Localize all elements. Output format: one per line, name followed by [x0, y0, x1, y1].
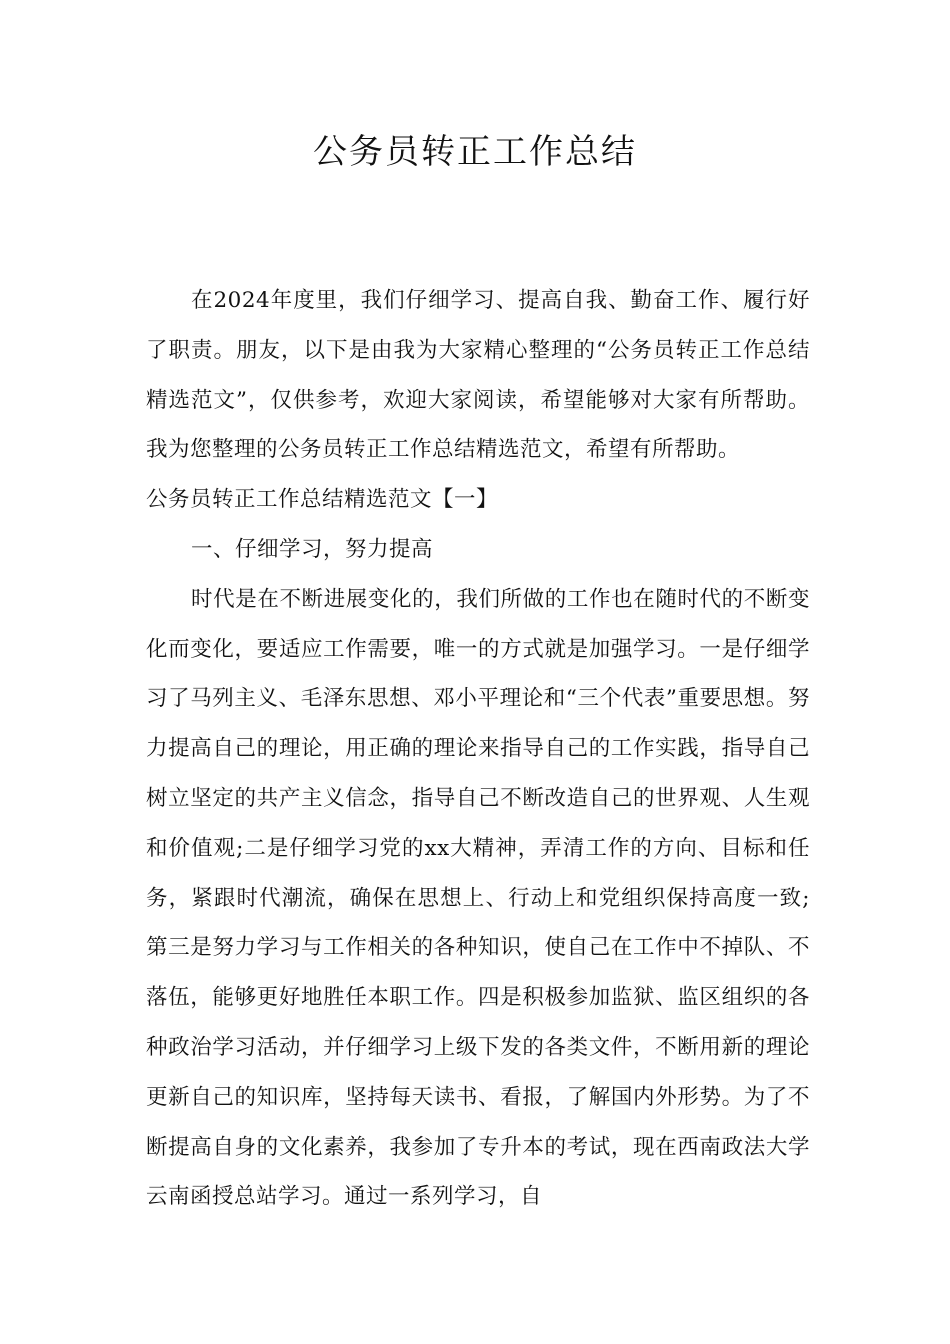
- intro-paragraph: 在2024年度里，我们仔细学习、提高自我、勤奋工作、履行好了职责。朋友，以下是由我为大家精心整理的“公务员转正工作总结精选范文”，仅供参考，欢迎大家阅读，希望能够对大家有所帮助。我为您整理的公务员转正工作总结精选范文，希望有所帮助。: [146, 288, 810, 463]
- section-heading: 公务员转正工作总结精选范文【一】: [146, 487, 499, 513]
- document-body: [146, 276, 810, 1222]
- body-paragraph: 时代是在不断进展变化的，我们所做的工作也在随时代的不断变化而变化，要适应工作需要，唯一的方式就是加强学习。一是仔细学习了马列主义、毛泽东思想、邓小平理论和“三个代表”重要思想。努力提高自己的理论，用正确的理论来指导自己的工作实践，指导自己树立坚定的共产主义信念，指导自己不断改造自己的世界观、人生观和价值观;二是仔细学习党的xx大精神，弄清工作的方向、目标和任务，紧跟时代潮流，确保在思想上、行动上和党组织保持高度一致;第三是努力学习与工作相关的各种知识，使自己在工作中不掉队、不落伍，能够更好地胜任本职工作。四是积极参加监狱、监区组织的各种政治学习活动，并仔细学习上级下发的各类文件，不断用新的理论更新自己的知识库，坚持每天读书、看报，了解国内外形势。为了不断提高自身的文化素养，我参加了专升本的考试，现在西南政法大学云南函授总站学习。通过一系列学习，自: [146, 586, 810, 1210]
- subsection-heading: 一、仔细学习，努力提高: [191, 536, 434, 562]
- document-title: 公务员转正工作总结: [313, 132, 637, 172]
